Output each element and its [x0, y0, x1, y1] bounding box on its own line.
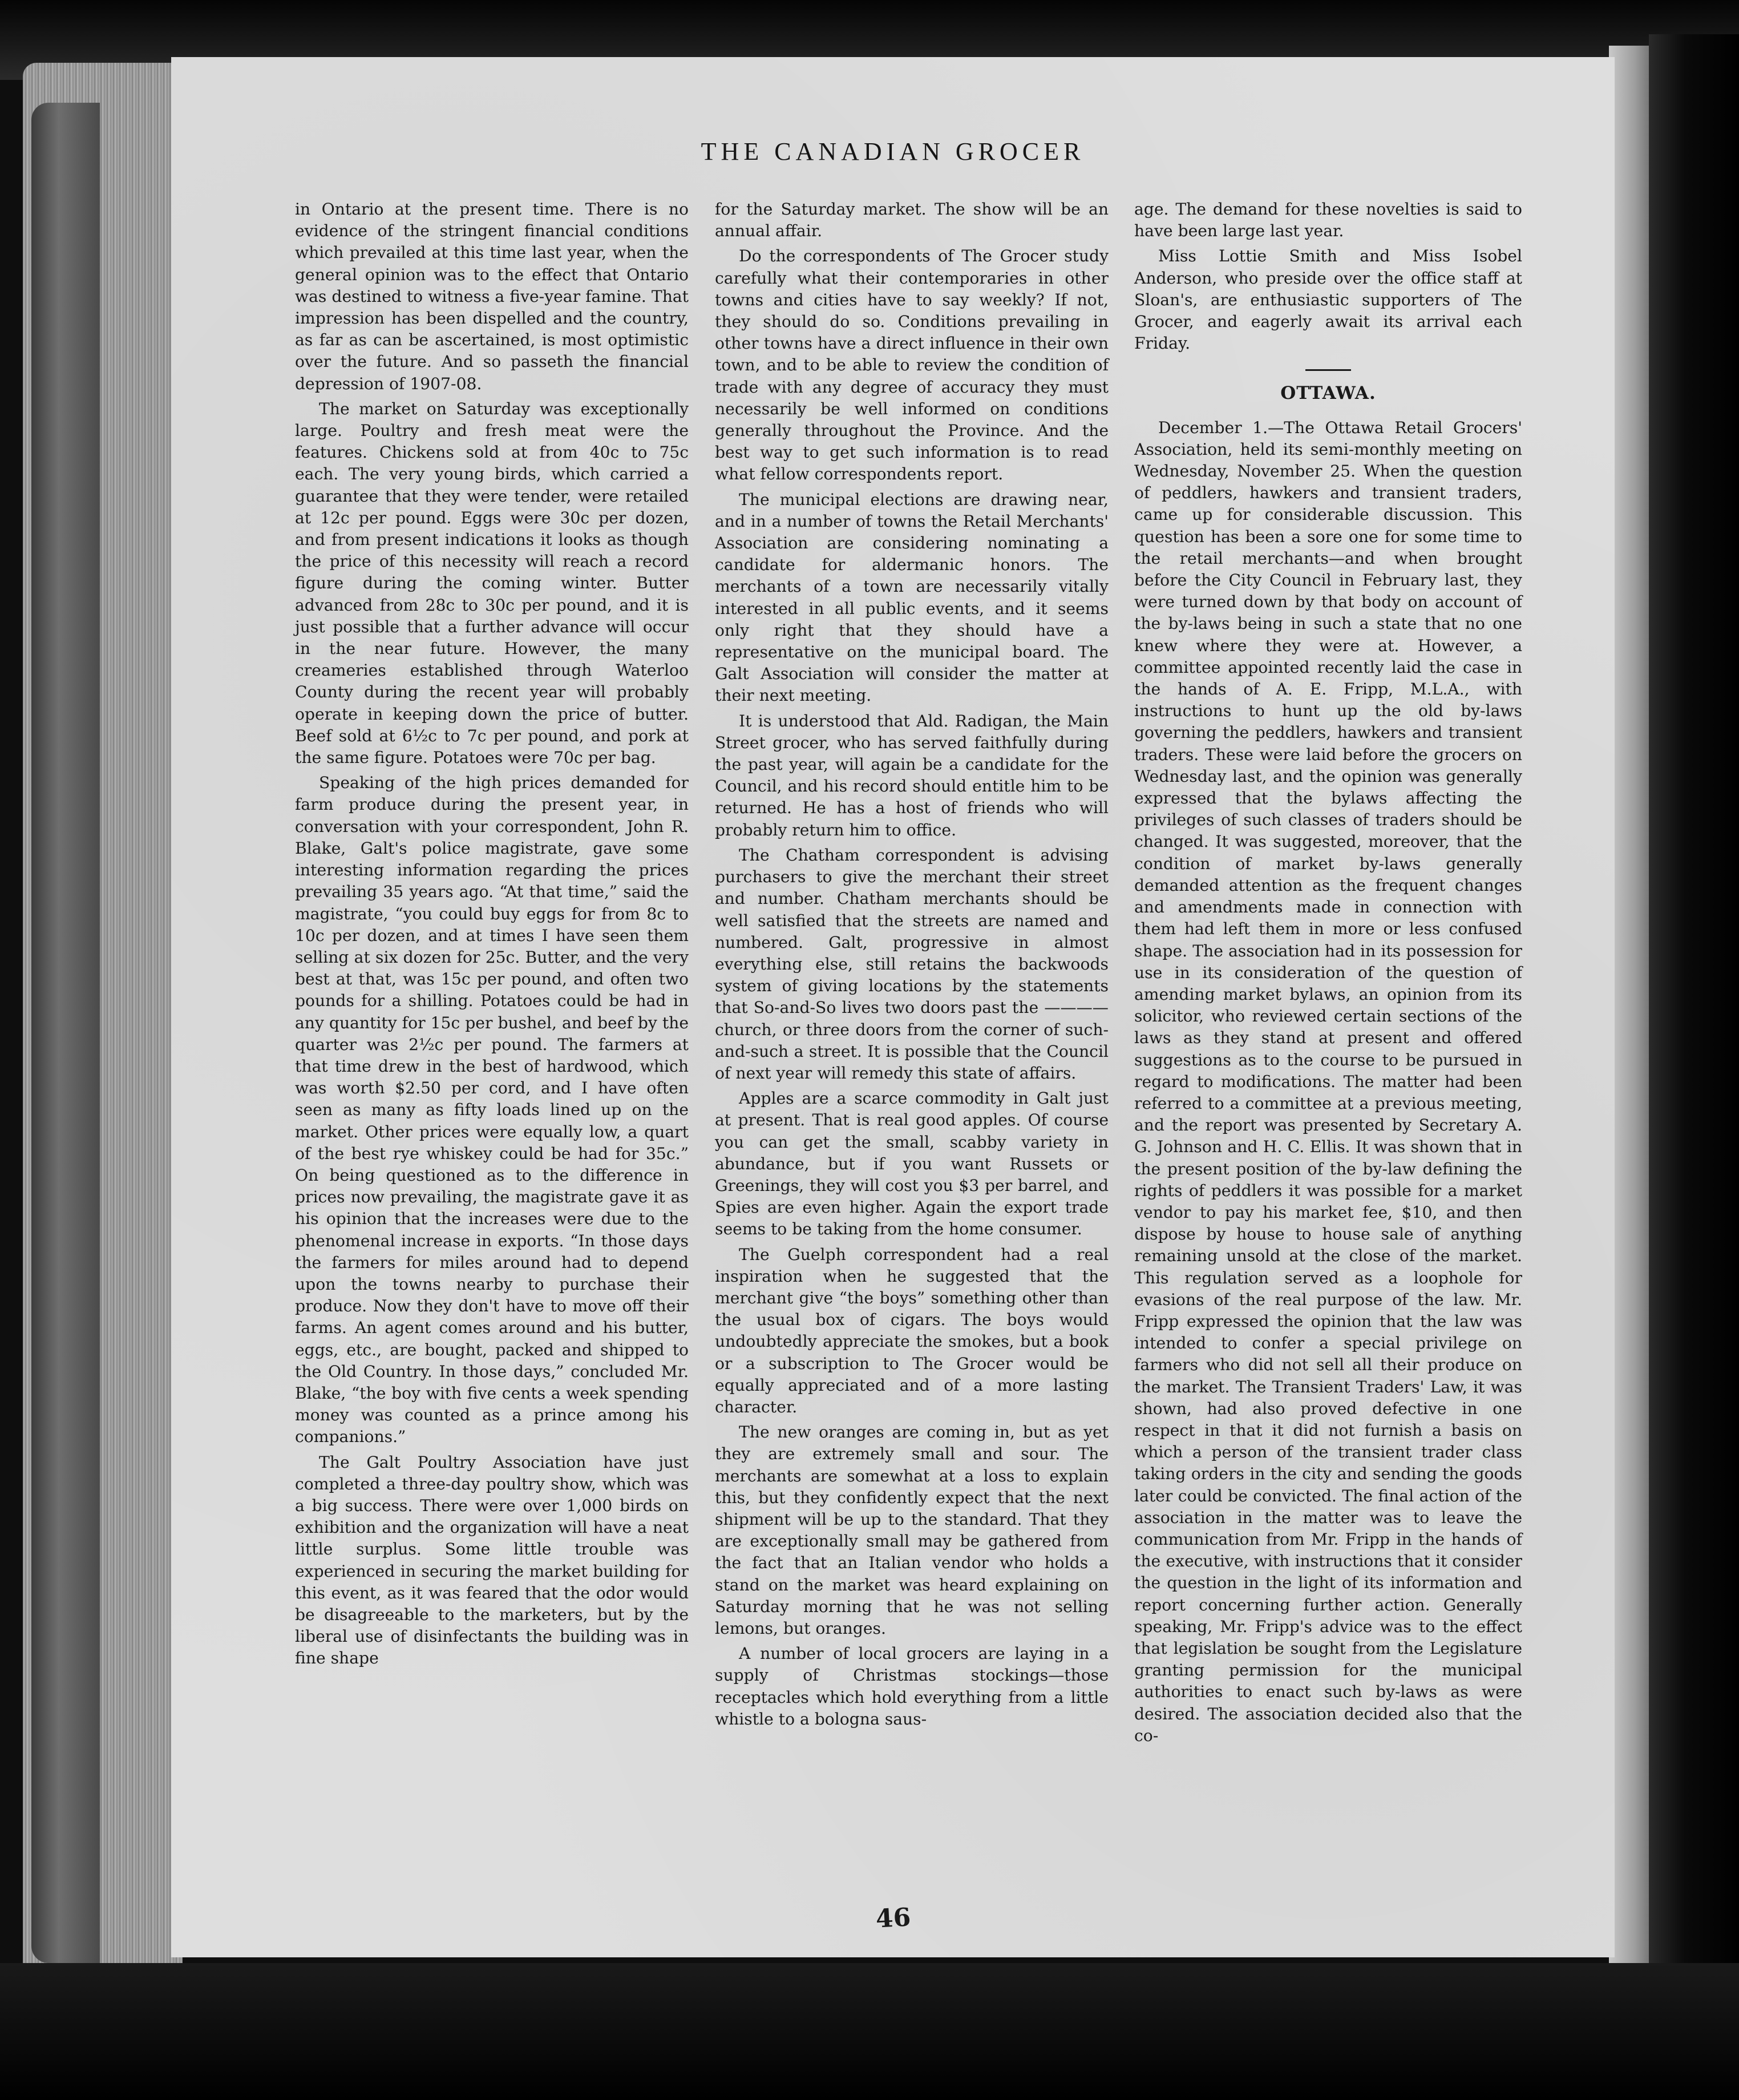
paragraph: Do the correspondents of The Grocer study carefully what their contemporaries in other towns and cities have to say weekly? If not, they should do so. Conditions prevailing in other towns have a direct influence in their own town, and to be able to review the condition of trade with any degree of accuracy they must necessarily be well informed on conditions generally throughout the Province. And the best way to get such information is to read what fellow correspondents report. — [715, 247, 1109, 484]
masthead: THE CANADIAN GROCER — [701, 138, 1085, 165]
paragraph: in Ontario at the present time. There is no evidence of the stringent financial conditions which prevailed at this time last year, when the general opinion was to the effect that Ontario was destined to witness a five-year famine. That impression has been dispelled and the country, as far as can be ascertained, is most optimistic over the future. And so passeth the financial depression of 1907-08. — [295, 200, 689, 393]
paragraph: The market on Saturday was exceptionally large. Poultry and fresh meat were the features. Chickens sold at from 40c to 75c each. The very young birds, which carried a guarantee that they were tender, were retailed at 12c per pound. Eggs were 30c per dozen, and from present indications it looks as though the price of this necessity will reach a record figure during the coming winter. Butter advanced from 28c to 30c per pound, and it is just possible that a further advance will occur in the near future. However, the many creameries established through Waterloo County during the recent year will probably operate in keeping down the price of butter. Beef sold at 6½c to 7c per pound, and pork at the same figure. Potatoes were 70c per bag. — [295, 399, 689, 768]
paragraph: Apples are a scarce commodity in Galt just at present. That is real good apples. Of course you can get the small, scabby variety in abundance, but if you want Russets or Greenings, they will cost you $3 per barrel, and Spies are even higher. Again the export trade seems to be taking from the home consumer. — [715, 1089, 1109, 1239]
book-spine-cover — [31, 103, 100, 1963]
page-number: 46 — [875, 1903, 912, 1934]
paragraph: for the Saturday market. The show will be an annual affair. — [715, 200, 1109, 241]
paragraph: Speaking of the high prices demanded for farm produce during the present year, in conversation with your correspondent, John R. Blake, Galt's police magistrate, gave some interesting information regarding the prices prevailing 35 years ago. “At that time,” said the magistrate, “you could buy eggs for from 8c to 10c per dozen, and at times I have seen them selling at six dozen for 25c. Butter, and the very best at that, was 15c per pound, and often two pounds for a shilling. Potatoes could be had in any quantity for 15c per bushel, and beef by the quarter was 2½c per pound. The farmers at that time drew in the best of hardwood, which was worth $2.50 per cord, and I have often seen as many as fifty loads lined up on the market. Other prices were equally low, a quart of the best rye whiskey could be had for 35c.” On being questioned as to the difference in prices now prevailing, the magistrate gave it as his opinion that the increases were due to the phenomenal increase in exports. “In those days the farmers for miles around had to depend upon the towns nearby to purchase their produce. Now they don't have to move off their farms. An agent comes around and his butter, eggs, etc., are bought, packed and shipped to the Old Country. In those days,” concluded Mr. Blake, “the boy with five cents a week spending money was counted as a prince among his companions.” — [295, 773, 689, 1447]
paragraph: A number of local grocers are laying in a supply of Christmas stockings—those receptacles which hold everything from a little whistle to a bologna saus- — [715, 1644, 1109, 1729]
paragraph: December 1.—The Ottawa Retail Grocers' Association, held its semi-monthly meeting on Wednesday, November 25. When the question of peddlers, hawkers and transient traders, came up for considerable discussion. This question has been a sore one for some time to the retail merchants—and when brought before the City Council in February last, they were turned down by that body on account of the by-laws being in such a state that no one knew where they were at. However, a committee appointed recently laid the case in the hands of A. E. Fripp, M.L.A., with instructions to hunt up the old by-laws governing the peddlers, hawkers and transient traders. These were laid before the grocers on Wednesday last, and the opinion was generally expressed that the bylaws affecting the privileges of such classes of traders should be changed. It was suggested, moreover, that the condition of market by-laws generally demanded attention as the frequent changes and amendments made in connection with them had left them in more or less confused shape. The association had in its possession for use in its consideration of the question of amending market bylaws, an opinion from its solicitor, who reviewed certain sections of the laws as they stand at present and offered suggestions as to the course to be pursued in regard to modifications. The matter had been referred to a committee at a previous meeting, and the report was presented by Secretary A. G. Johnson and H. C. Ellis. It was shown that in the present position of the by-law defining the rights of peddlers it was possible for a market vendor to pay his market fee, $10, and then dispose by house to house sale of anything remaining unsold at the close of the market. This regulation served as a loophole for evasions of the real purpose of the law. Mr. Fripp expressed the opinion that the law was intended to confer a special privilege on farmers who did not sell all their produce on the market. The Transient Traders' Law, it was shown, had also proved defective in one respect in that it did not furnish a basis on which a person of the transient trader class taking orders in the city and sending the goods later could be convicted. The final action of the association in the matter was to leave the communication from Mr. Fripp in the hands of the executive, with instructions that it consider the question in the light of its information and report concerning further action. Generally speaking, Mr. Fripp's advice was to the effect that legislation be sought from the Legislature granting permission for the municipal authorities to enact such by-laws as were desired. The association decided also that the co- — [1134, 418, 1522, 1745]
paragraph: The new oranges are coming in, but as yet they are extremely small and sour. The merchants are somewhat at a loss to explain this, but they confidently expect that the next shipment will be up to the standard. That they are exceptionally small may be gathered from the fact that an Italian vendor who holds a stand on the market was heard explaining on Saturday morning that he was not selling lemons, but oranges. — [715, 1423, 1109, 1638]
column-2 — [715, 199, 1109, 1734]
column-1 — [295, 199, 689, 1673]
paragraph: The municipal elections are drawing near, and in a number of towns the Retail Merchants' Association are considering nominating a candidate for aldermanic honors. The merchants of a town are necessarily vitally interested in all public events, and it seems only right that they should have a representative on the municipal board. The Galt Association will consider the matter at their next meeting. — [715, 490, 1109, 705]
section-heading-ottawa: OTTAWA. — [1280, 383, 1376, 404]
paragraph: The Galt Poultry Association have just completed a three-day poultry show, which was a big success. There were over 1,000 birds on exhibition and the organization will have a neat little surplus. Some little trouble was experienced in securing the market building for this event, as it was feared that the odor would be disagreeable to the marketers, but by the liberal use of disinfectants the building was in fine shape — [295, 1452, 689, 1668]
column-3 — [1134, 199, 1522, 1750]
bottom-shadow — [0, 1963, 1739, 2100]
paragraph: The Chatham correspondent is advising purchasers to give the merchant their street and number. Chatham merchants should be well satisfied that the streets are named and numbered. Galt, progressive in almost everything else, still retains the backwoods system of giving locations by the statements that So-and-So lives two doors past the ———— church, or three doors from the corner of such-and-such a street. It is possible that the Council of next year will remedy this state of affairs. — [715, 845, 1109, 1083]
right-dark-margin — [1649, 34, 1739, 2100]
section-divider — [1305, 369, 1351, 371]
paragraph: It is understood that Ald. Radigan, the Main Street grocer, who has served faithfully during the past year, will again be a candidate for the Council, and his record should entitle him to be returned. He has a host of friends who will probably return him to office. — [715, 711, 1109, 839]
paragraph: age. The demand for these novelties is said to have been large last year. — [1134, 200, 1522, 241]
paragraph: Miss Lottie Smith and Miss Isobel Anderson, who preside over the office staff at Sloan's, are enthusiastic supporters of The Grocer, and eagerly await its arrival each Friday. — [1134, 247, 1522, 353]
paragraph: The Guelph correspondent had a real inspiration when he suggested that the merchant give “the boys” something other than the usual box of cigars. The boys would undoubtedly appreciate the smokes, but a book or a subscription to The Grocer would be equally appreciated and of a more lasting character. — [715, 1245, 1109, 1416]
